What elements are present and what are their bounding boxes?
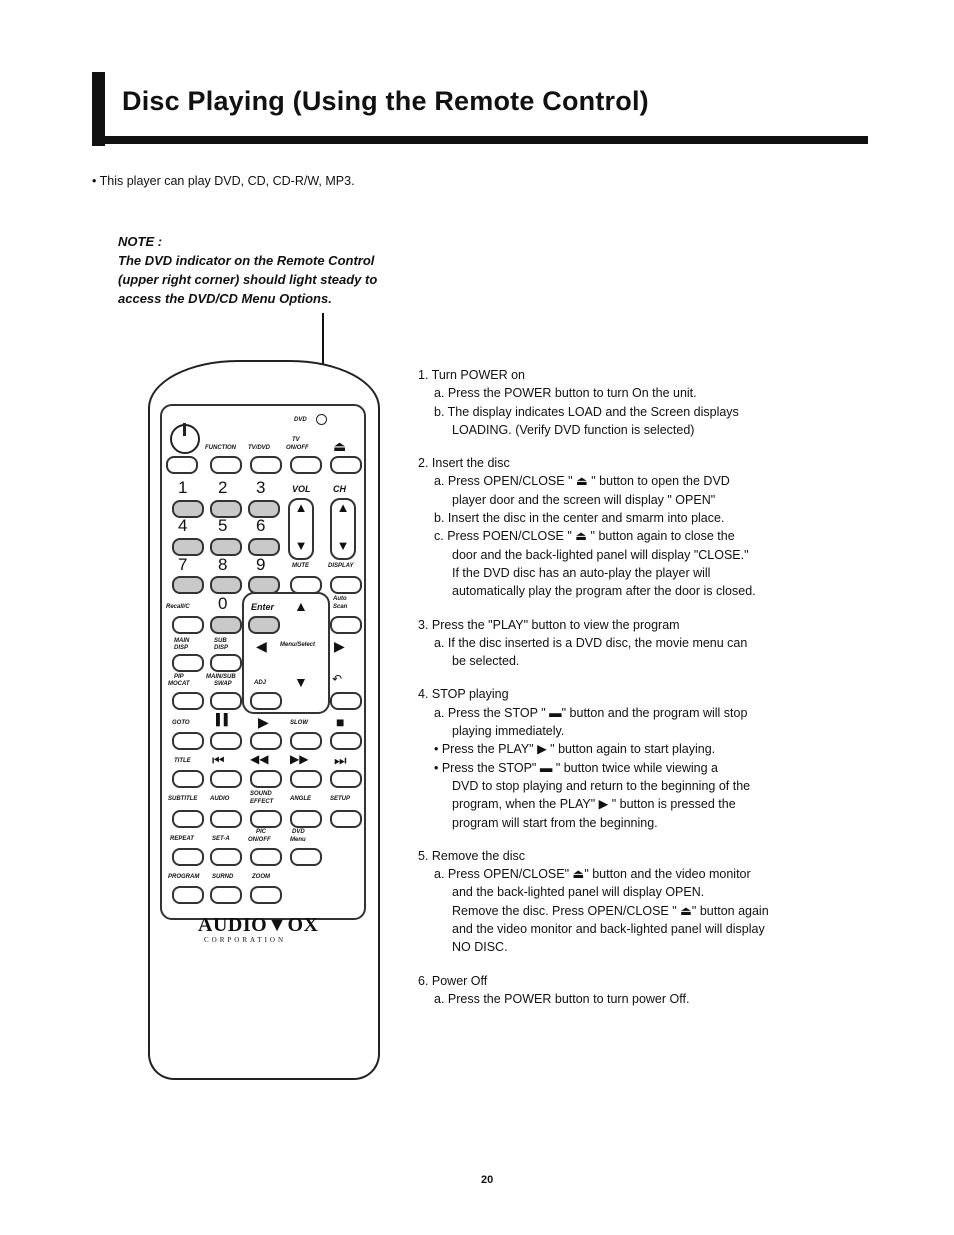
- digit-5: 5: [218, 516, 228, 535]
- set-a-button: [210, 848, 242, 866]
- display-button: [330, 576, 362, 594]
- rewind-icon: ◀◀: [250, 752, 269, 766]
- step-item-continuation: be selected.: [452, 654, 520, 669]
- volume-rocker: [288, 498, 314, 560]
- step-item: a. Press the POWER button to turn On the unit.: [434, 386, 697, 401]
- surnd-button: [210, 886, 242, 904]
- step-item-continuation: If the DVD disc has an auto-play the player will: [452, 565, 711, 580]
- previous-icon: ⏮: [212, 752, 225, 768]
- step-item-continuation: door and the back-lighted panel will display "CLOSE.": [452, 547, 749, 562]
- step-item: a. If the disc inserted is a DVD disc, the movie menu can: [434, 635, 748, 650]
- step-heading: 4. STOP playing: [418, 687, 509, 702]
- instruction-steps: [418, 366, 868, 1023]
- pip-label: PIP: [174, 674, 184, 680]
- volume-down-icon: ▼: [294, 538, 308, 553]
- step-heading: 1. Turn POWER on: [418, 368, 525, 382]
- next-button: [330, 770, 362, 788]
- menu-select-label: Menu/Select: [280, 642, 316, 648]
- digit-0-key: [210, 616, 242, 634]
- sound-effect-button: [250, 810, 282, 828]
- step-heading: 6. Power Off: [418, 973, 488, 988]
- pip-locate-button: [172, 692, 204, 710]
- display-label: DISPLAY: [328, 563, 354, 569]
- slow-label: SLOW: [290, 720, 308, 726]
- step-1: [418, 366, 868, 439]
- stop-icon: ■: [336, 714, 345, 730]
- digit-7-key: [172, 576, 204, 594]
- step-item-continuation: Remove the disc. Press OPEN/CLOSE " ⏏" button again: [452, 903, 769, 918]
- intro-text: • This player can play DVD, CD, CD-R/W, MP3.: [92, 174, 355, 188]
- digit-6: 6: [256, 516, 266, 535]
- tv-label: TV: [292, 437, 300, 443]
- channel-rocker: [330, 498, 356, 560]
- audio-button: [210, 810, 242, 828]
- pause-button: [210, 732, 242, 750]
- pause-icon: ▌▌: [216, 714, 232, 726]
- arrow-left-icon: ◀: [256, 638, 267, 654]
- step-item-continuation: playing immediately.: [452, 724, 565, 739]
- sub-disp-button: [210, 654, 242, 672]
- auto-scan-button: [330, 616, 362, 634]
- effect-label: EFFECT: [250, 799, 274, 805]
- digit-8: 8: [218, 555, 228, 574]
- recall-button: [172, 616, 204, 634]
- function-button: [210, 456, 242, 474]
- dvd-indicator-led: [316, 414, 327, 425]
- scan-label: Scan: [333, 604, 348, 610]
- digit-0: 0: [218, 594, 228, 613]
- step-heading: 2. Insert the disc: [418, 456, 510, 471]
- subtitle-button: [172, 810, 204, 828]
- step-item-continuation: program will start from the beginning.: [452, 815, 658, 830]
- page-number: 20: [481, 1174, 494, 1186]
- previous-button: [210, 770, 242, 788]
- pic-onoff-label: ON/OFF: [248, 837, 271, 843]
- step-item: b. The display indicates LOAD and the Screen displays: [434, 404, 739, 419]
- arrow-down-icon: ▼: [294, 674, 308, 690]
- recall-label: Recall/C: [166, 604, 190, 610]
- digit-1-key: [172, 500, 204, 518]
- step-item: a. Press OPEN/CLOSE " ⏏ " button to open the DVD: [434, 474, 730, 489]
- page-title: Disc Playing (Using the Remote Control): [122, 86, 649, 116]
- tv-dvd-button: [250, 456, 282, 474]
- step-item: a. Press OPEN/CLOSE" ⏏" button and the video monitor: [434, 867, 751, 882]
- step-6: [418, 972, 868, 1009]
- note-block: [118, 232, 448, 308]
- digit-3: 3: [256, 478, 266, 497]
- step-item-continuation: and the back-lighted panel will display OPEN.: [452, 885, 705, 900]
- note-label: NOTE :: [118, 234, 163, 249]
- repeat-label: REPEAT: [170, 836, 194, 842]
- mute-label: MUTE: [292, 563, 309, 569]
- note-line-3: access the DVD/CD Menu Options.: [118, 291, 332, 306]
- dvd-indicator-label: DVD: [294, 417, 307, 423]
- zoom-label: ZOOM: [252, 874, 270, 880]
- step-item-continuation: LOADING. (Verify DVD function is selected): [452, 422, 695, 437]
- tv-onoff-label: ON/OFF: [286, 445, 309, 451]
- step-3: [418, 616, 868, 671]
- rewind-button: [250, 770, 282, 788]
- play-button: [250, 732, 282, 750]
- digit-8-key: [210, 576, 242, 594]
- eject-icon: ⏏: [333, 438, 347, 454]
- return-icon: ↶: [332, 672, 343, 686]
- zoom-button: [250, 886, 282, 904]
- next-icon: ⏭: [334, 752, 347, 768]
- digit-1: 1: [178, 478, 188, 497]
- sub-label: SUB: [214, 638, 227, 644]
- title-accent-bar: [92, 72, 105, 146]
- digit-9: 9: [256, 555, 266, 574]
- set-a-label: SET-A: [212, 836, 230, 842]
- adj-label: ADJ: [254, 680, 267, 686]
- power-button: [166, 456, 198, 474]
- audio-label: AUDIO: [210, 796, 230, 802]
- swap-label: SWAP: [214, 681, 232, 687]
- title-button: [172, 770, 204, 788]
- main-sub-label: MAIN/SUB: [206, 674, 236, 680]
- arrow-right-icon: ▶: [334, 638, 345, 654]
- channel-up-icon: ▲: [336, 500, 350, 515]
- tv-dvd-label: TV/DVD: [248, 445, 271, 451]
- step-item: a. Press the POWER button to turn power Off.: [434, 991, 690, 1006]
- main-disp-label: DISP: [174, 645, 189, 651]
- channel-down-icon: ▼: [336, 538, 350, 553]
- step-4: [418, 685, 868, 831]
- dvd-menu-button: [290, 848, 322, 866]
- volume-up-icon: ▲: [294, 500, 308, 515]
- auto-label: Auto: [333, 596, 347, 602]
- title-label: TITLE: [174, 758, 191, 764]
- subtitle-label: SUBTITLE: [168, 796, 198, 802]
- step-item: • Press the PLAY" ▶ " button again to start playing.: [434, 742, 716, 757]
- pic-onoff-button: [250, 848, 282, 866]
- function-label: FUNCTION: [205, 445, 236, 451]
- step-item-continuation: automatically play the program after the door is closed.: [452, 584, 756, 599]
- angle-label: ANGLE: [290, 796, 311, 802]
- note-line-1: The DVD indicator on the Remote Control: [118, 253, 375, 268]
- return-button: [330, 692, 362, 710]
- pip-locate-label: MOCAT: [168, 681, 190, 687]
- digit-4-key: [172, 538, 204, 556]
- step-item-continuation: program, when the PLAY" ▶ " button is pressed the: [452, 797, 736, 812]
- main-disp-button: [172, 654, 204, 672]
- step-item: b. Insert the disc in the center and smarm into place.: [434, 511, 725, 526]
- ch-label: CH: [333, 484, 346, 494]
- tv-onoff-button: [290, 456, 322, 474]
- swap-button: [210, 692, 242, 710]
- dvd-menu-label-2: Menu: [290, 837, 306, 843]
- setup-label: SETUP: [330, 796, 351, 802]
- stop-button: [330, 732, 362, 750]
- digit-7: 7: [178, 555, 188, 574]
- vol-label: VOL: [292, 484, 311, 494]
- brand-subtitle: CORPORATION: [204, 936, 287, 944]
- step-item-continuation: NO DISC.: [452, 940, 508, 955]
- step-item-continuation: player door and the screen will display " OPEN": [452, 492, 716, 507]
- power-icon: [170, 424, 200, 454]
- enter-label: Enter: [251, 602, 275, 612]
- step-heading: 5. Remove the disc: [418, 848, 525, 863]
- goto-button: [172, 732, 204, 750]
- brand-logo: AUDIO▼OX: [198, 914, 319, 936]
- play-icon: ▶: [258, 714, 269, 730]
- program-label: PROGRAM: [168, 874, 200, 880]
- adj-button: [250, 692, 282, 710]
- sound-label: SOUND: [250, 791, 272, 797]
- fast-forward-button: [290, 770, 322, 788]
- step-item-continuation: DVD to stop playing and return to the beginning of the: [452, 778, 751, 793]
- step-heading: 3. Press the "PLAY" button to view the program: [418, 617, 680, 632]
- dvd-menu-label-1: DVD: [292, 829, 305, 835]
- arrow-up-icon: ▲: [294, 598, 308, 614]
- repeat-button: [172, 848, 204, 866]
- setup-button: [330, 810, 362, 828]
- fast-forward-icon: ▶▶: [290, 752, 309, 766]
- note-line-2: (upper right corner) should light steady to: [118, 272, 378, 287]
- step-2: [418, 454, 868, 600]
- digit-6-key: [248, 538, 280, 556]
- step-item: • Press the STOP" ▬ " button twice while viewing a: [434, 760, 718, 775]
- step-item: a. Press the STOP " ▬" button and the program will stop: [434, 705, 748, 720]
- digit-5-key: [210, 538, 242, 556]
- title-underline: [92, 136, 868, 144]
- main-label: MAIN: [174, 638, 190, 644]
- step-5: [418, 847, 868, 957]
- step-item: c. Press POEN/CLOSE " ⏏ " button again to close the: [434, 529, 735, 544]
- program-button: [172, 886, 204, 904]
- digit-4: 4: [178, 516, 188, 535]
- goto-label: GOTO: [172, 720, 190, 726]
- pic-label: PIC: [256, 829, 267, 835]
- digit-2: 2: [218, 478, 228, 497]
- step-item-continuation: and the video monitor and back-lighted panel will display: [452, 922, 765, 937]
- slow-button: [290, 732, 322, 750]
- sub-disp-label: DISP: [214, 645, 229, 651]
- surnd-label: SURND: [212, 874, 234, 880]
- angle-button: [290, 810, 322, 828]
- open-close-button: [330, 456, 362, 474]
